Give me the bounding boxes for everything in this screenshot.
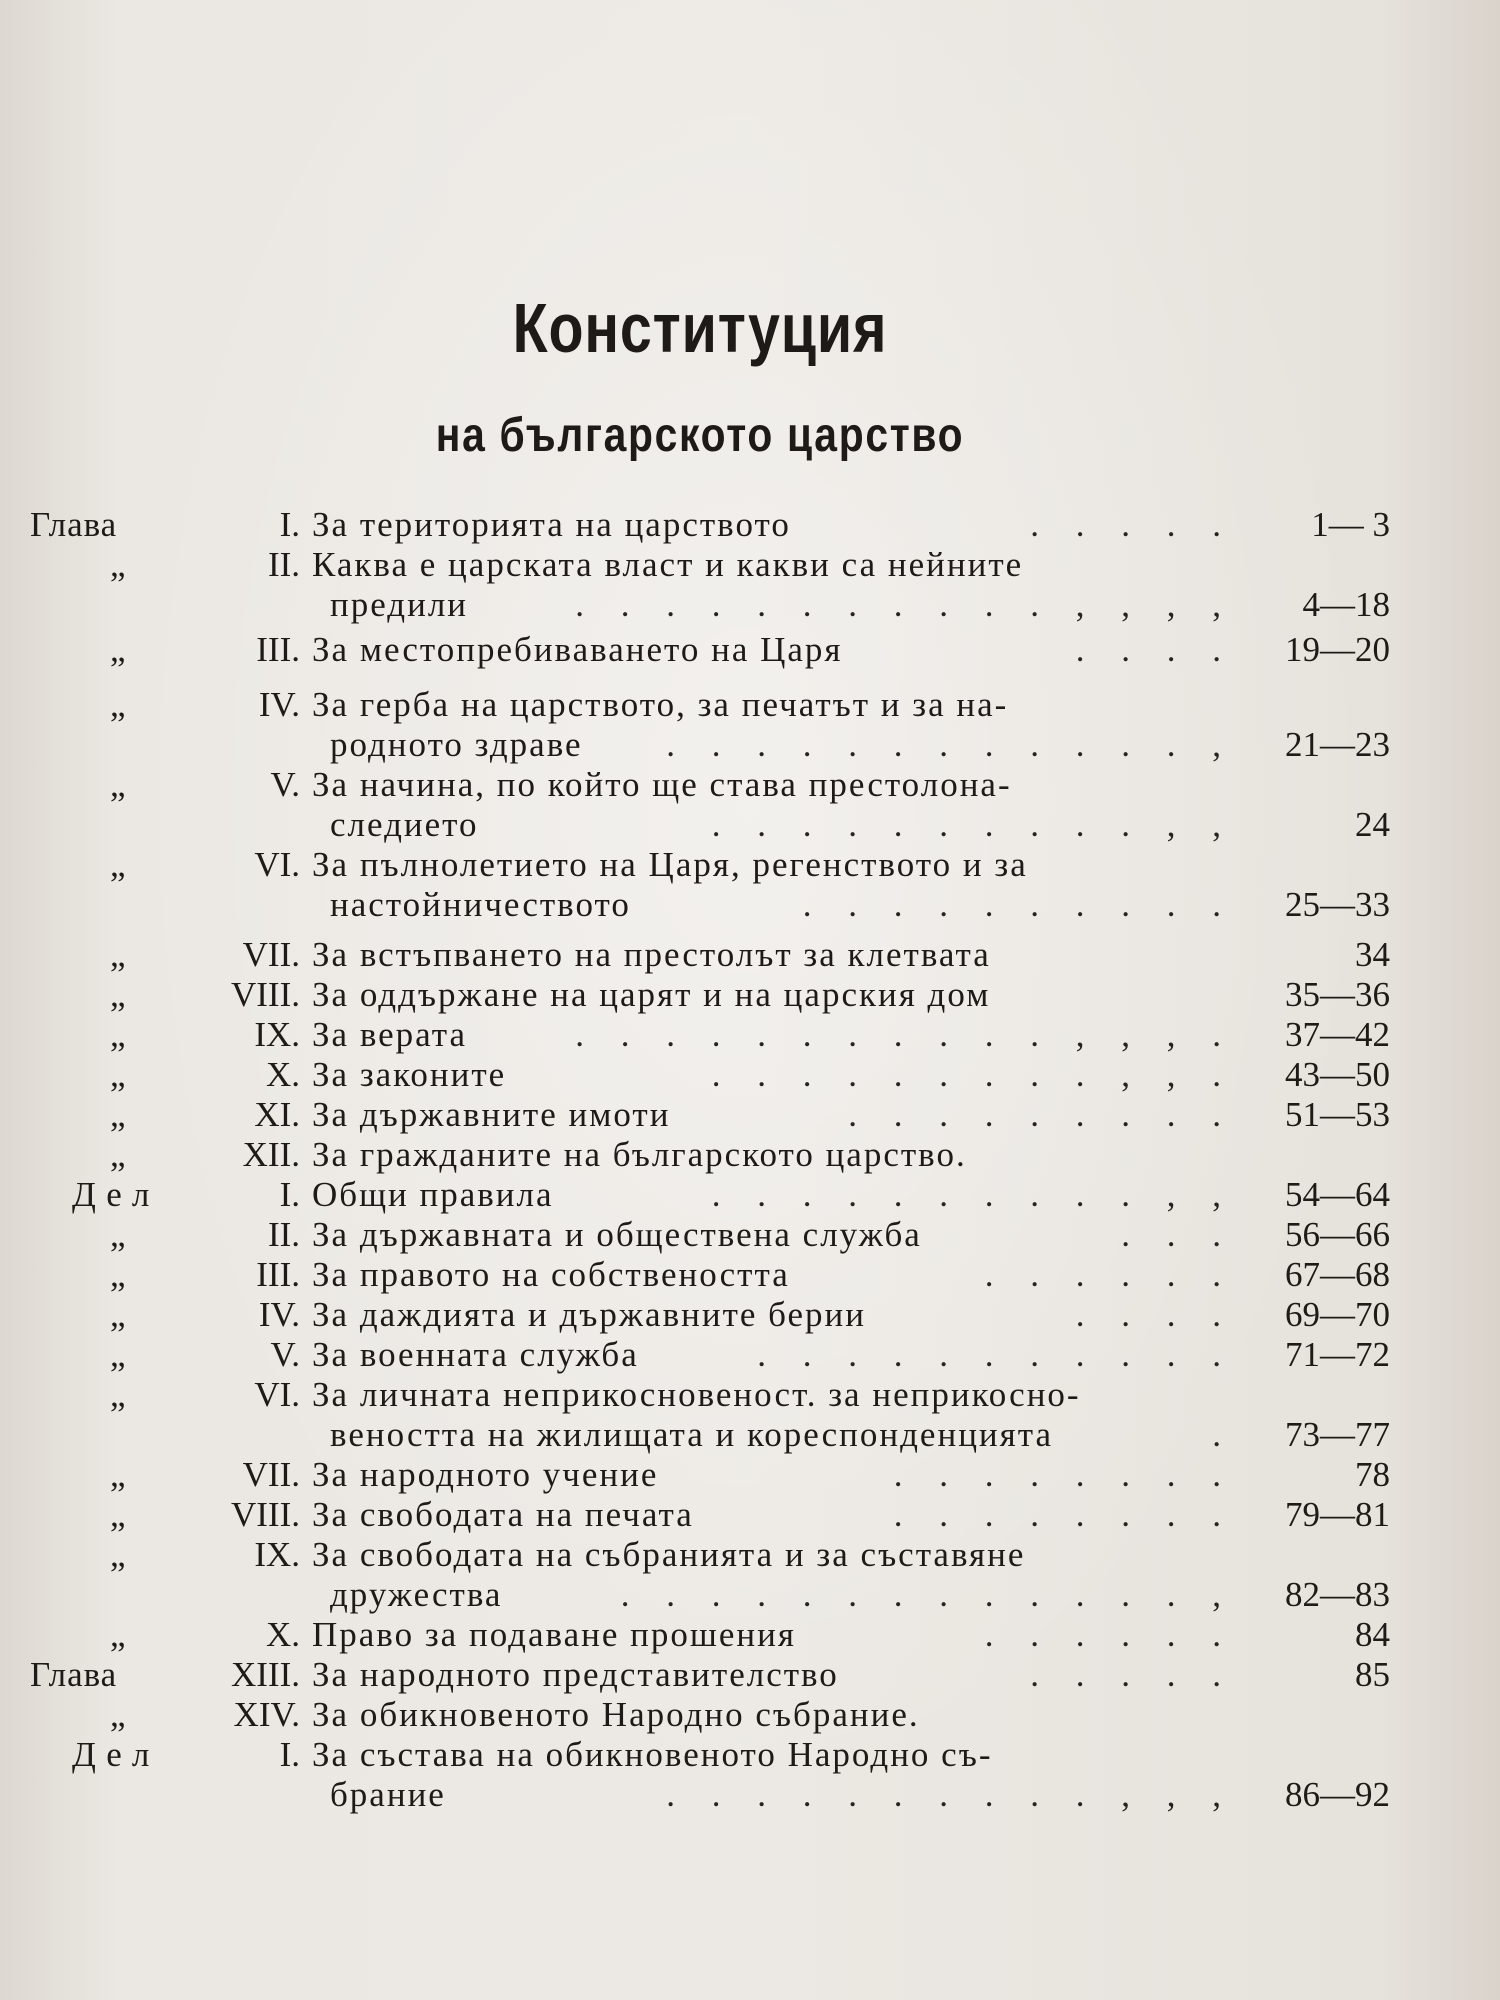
toc-entry[interactable] <box>0 1095 1500 1135</box>
entry-title-line: За даждията и държавните берии <box>312 1295 866 1334</box>
entry-title-line: За пълнолетието на Царя, регенството и за <box>312 845 1028 884</box>
toc-entry[interactable] <box>0 845 1500 925</box>
entry-title-line: За народното представителство <box>312 1655 839 1694</box>
leader-dots: . . . . . . <box>984 1255 1235 1294</box>
toc-entry[interactable] <box>0 685 1500 765</box>
entry-number: XI. <box>254 1095 300 1134</box>
leader-dots: . . . . . . . . . . <box>802 885 1235 924</box>
leader-dots: . . . . . . . . <box>893 1495 1235 1534</box>
entry-title-line: За територията на царството <box>312 505 791 544</box>
entry-title-line: За народното учение <box>312 1455 659 1494</box>
entry-title-line: следието <box>330 805 479 844</box>
leader-dots: . . . . <box>1075 630 1235 669</box>
leader-dots: . . . . . . . . <box>893 1455 1235 1494</box>
toc-entry[interactable] <box>0 1455 1500 1495</box>
entry-number: III. <box>256 630 300 669</box>
toc-entry[interactable] <box>0 630 1500 670</box>
entry-kind: „ <box>110 545 127 584</box>
entry-pages: 4—18 <box>1302 585 1390 624</box>
leader-dots: . . . . . . . . . . . . . , <box>620 1575 1235 1614</box>
entry-kind: „ <box>110 1095 127 1134</box>
entry-kind: Дел <box>72 1735 160 1774</box>
toc-entry[interactable] <box>0 545 1500 625</box>
entry-kind: „ <box>110 1615 127 1654</box>
entry-title-line: За герба на царството, за печатът и за на- <box>312 685 1009 724</box>
leader-dots: . . . . . . . . . . . , , , . <box>575 1015 1235 1054</box>
toc-entry[interactable] <box>0 1055 1500 1095</box>
entry-title-line: брание <box>330 1775 446 1814</box>
entry-pages: 86—92 <box>1285 1775 1390 1814</box>
entry-kind: „ <box>110 1375 127 1414</box>
entry-kind: „ <box>110 685 127 724</box>
leader-dots: . . . . . . <box>984 1615 1235 1654</box>
entry-number: IV. <box>258 1295 300 1334</box>
entry-title-line: За правото на собствеността <box>312 1255 790 1294</box>
entry-kind: „ <box>110 845 127 884</box>
entry-pages: 73—77 <box>1285 1415 1390 1454</box>
entry-kind: Дел <box>72 1175 160 1214</box>
entry-title-line: настойничеството <box>330 885 631 924</box>
entry-kind: „ <box>110 1255 127 1294</box>
toc-entry[interactable] <box>0 1335 1500 1375</box>
entry-number: III. <box>256 1255 300 1294</box>
entry-kind: „ <box>110 1295 127 1334</box>
entry-pages: 1— 3 <box>1311 505 1390 544</box>
toc-entry[interactable] <box>0 975 1500 1015</box>
entry-title-line: За оддържане на царят и на царския дом <box>312 975 991 1014</box>
entry-number: VI. <box>254 1375 300 1414</box>
entry-kind: „ <box>110 1455 127 1494</box>
toc-entry[interactable] <box>0 1535 1500 1615</box>
entry-kind: „ <box>110 630 127 669</box>
entry-pages: 82—83 <box>1285 1575 1390 1614</box>
entry-title-line: Право за подаване прошения <box>312 1615 796 1654</box>
entry-pages: 54—64 <box>1285 1175 1390 1214</box>
entry-number: I. <box>279 1735 300 1774</box>
entry-title-line: За военната служба <box>312 1335 639 1374</box>
entry-kind: Глава <box>30 505 118 544</box>
entry-pages: 19—20 <box>1285 630 1390 669</box>
entry-pages: 67—68 <box>1285 1255 1390 1294</box>
entry-kind: „ <box>110 1215 127 1254</box>
entry-number: VII. <box>242 1455 300 1494</box>
leader-dots: . <box>1212 1415 1235 1454</box>
entry-kind: „ <box>110 1495 127 1534</box>
leader-dots: . . . . . . . . . . , , <box>711 805 1235 844</box>
entry-number: I. <box>279 1175 300 1214</box>
entry-title-line: За верата <box>312 1015 468 1054</box>
entry-pages: 24 <box>1355 805 1390 844</box>
entry-title-line: Каква е царската власт и какви са нейните <box>312 545 1024 584</box>
toc-entry[interactable] <box>0 1695 1500 1735</box>
entry-number: I. <box>279 505 300 544</box>
entry-kind: „ <box>110 1335 127 1374</box>
page-title: Конституция <box>512 289 888 367</box>
toc-entry[interactable] <box>0 1175 1500 1215</box>
entry-title-line: За местопребиваването на Царя <box>312 630 843 669</box>
entry-pages: 78 <box>1355 1455 1390 1494</box>
entry-pages: 34 <box>1355 935 1390 974</box>
entry-pages: 37—42 <box>1285 1015 1390 1054</box>
entry-pages: 21—23 <box>1285 725 1390 764</box>
entry-title-line: За държавната и обществена служба <box>312 1215 922 1254</box>
entry-kind: „ <box>110 1535 127 1574</box>
entry-number: VI. <box>254 845 300 884</box>
toc-entry[interactable] <box>0 1655 1500 1695</box>
entry-title-line: За свободата на печата <box>312 1495 694 1534</box>
entry-title-line: За състава на обикновеното Народно съ- <box>312 1735 993 1774</box>
entry-number: VIII. <box>231 975 300 1014</box>
entry-pages: 35—36 <box>1285 975 1390 1014</box>
entry-title-line: родното здраве <box>330 725 583 764</box>
toc-entry[interactable] <box>0 765 1500 845</box>
toc-entry[interactable] <box>0 1375 1500 1455</box>
entry-title-line: предили <box>330 585 469 624</box>
leader-dots: . . . <box>1121 1215 1235 1254</box>
entry-title-line: За начина, по който ще става престолона- <box>312 765 1012 804</box>
toc-entry[interactable] <box>0 1495 1500 1535</box>
entry-pages: 25—33 <box>1285 885 1390 924</box>
entry-title-line: За личната неприкосновеност. за неприкосно- <box>312 1375 1081 1414</box>
entry-title-line: За държавните имоти <box>312 1095 671 1134</box>
entry-number: X. <box>265 1615 300 1654</box>
entry-title-line: веността на жилищата и кореспонденцията <box>330 1415 1054 1454</box>
entry-number: IX. <box>254 1015 300 1054</box>
entry-title-line: Общи правила <box>312 1175 554 1214</box>
leader-dots: . . . . . . . . . . . . , <box>666 725 1235 764</box>
entry-kind: „ <box>110 1135 127 1174</box>
entry-number: X. <box>265 1055 300 1094</box>
entry-pages: 79—81 <box>1285 1495 1390 1534</box>
entry-kind: „ <box>110 1055 127 1094</box>
entry-kind: „ <box>110 935 127 974</box>
entry-title-line: За гражданите на българското царство. <box>312 1135 967 1174</box>
entry-pages: 43—50 <box>1285 1055 1390 1094</box>
toc-entry[interactable] <box>0 1295 1500 1335</box>
entry-number: IX. <box>254 1535 300 1574</box>
entry-number: XIII. <box>231 1655 300 1694</box>
toc-entry[interactable] <box>0 1255 1500 1295</box>
entry-pages: 56—66 <box>1285 1215 1390 1254</box>
entry-pages: 85 <box>1355 1655 1390 1694</box>
entry-pages: 71—72 <box>1285 1335 1390 1374</box>
entry-number: II. <box>267 545 300 584</box>
leader-dots: . . . . . . . . . . , , , <box>666 1775 1235 1814</box>
toc-entry[interactable] <box>0 1135 1500 1175</box>
entry-title-line: За встъпването на престолът за клетвата <box>312 935 991 974</box>
entry-title-line: За законите <box>312 1055 507 1094</box>
toc-entry[interactable] <box>0 505 1500 545</box>
entry-number: V. <box>270 1335 300 1374</box>
entry-number: XIV. <box>233 1695 300 1734</box>
entry-pages: 51—53 <box>1285 1095 1390 1134</box>
entry-kind: „ <box>110 765 127 804</box>
entry-title-line: За обикновеното Народно събрание. <box>312 1695 920 1734</box>
leader-dots: . . . . . . . . . . . , , , , <box>575 585 1235 624</box>
leader-dots: . . . . . <box>1030 1655 1235 1694</box>
toc-entry[interactable] <box>0 1015 1500 1055</box>
page-subtitle: на българското царство <box>435 409 965 462</box>
toc-entry[interactable] <box>0 1735 1500 1815</box>
entry-pages: 69—70 <box>1285 1295 1390 1334</box>
entry-number: VII. <box>242 935 300 974</box>
entry-number: II. <box>267 1215 300 1254</box>
toc-entry[interactable] <box>0 1215 1500 1255</box>
entry-kind: „ <box>110 975 127 1014</box>
entry-kind: „ <box>110 1015 127 1054</box>
entry-number: XII. <box>242 1135 300 1174</box>
entry-title-line: дружества <box>330 1575 503 1614</box>
entry-title-line: За свободата на събранията и за съставяне <box>312 1535 1026 1574</box>
entry-number: VIII. <box>231 1495 300 1534</box>
leader-dots: . . . . . . . . . . . <box>757 1335 1235 1374</box>
leader-dots: . . . . <box>1075 1295 1235 1334</box>
entry-number: IV. <box>258 685 300 724</box>
leader-dots: . . . . . <box>1030 505 1235 544</box>
leader-dots: . . . . . . . . . . , , <box>711 1175 1235 1214</box>
entry-pages: 84 <box>1355 1615 1390 1654</box>
entry-kind: „ <box>110 1695 127 1734</box>
entry-number: V. <box>270 765 300 804</box>
entry-kind: Глава <box>30 1655 118 1694</box>
leader-dots: . . . . . . . . . <box>848 1095 1235 1134</box>
toc-entry[interactable] <box>0 935 1500 975</box>
toc-entry[interactable] <box>0 1615 1500 1655</box>
leader-dots: . . . . . . . . . , , . <box>711 1055 1235 1094</box>
